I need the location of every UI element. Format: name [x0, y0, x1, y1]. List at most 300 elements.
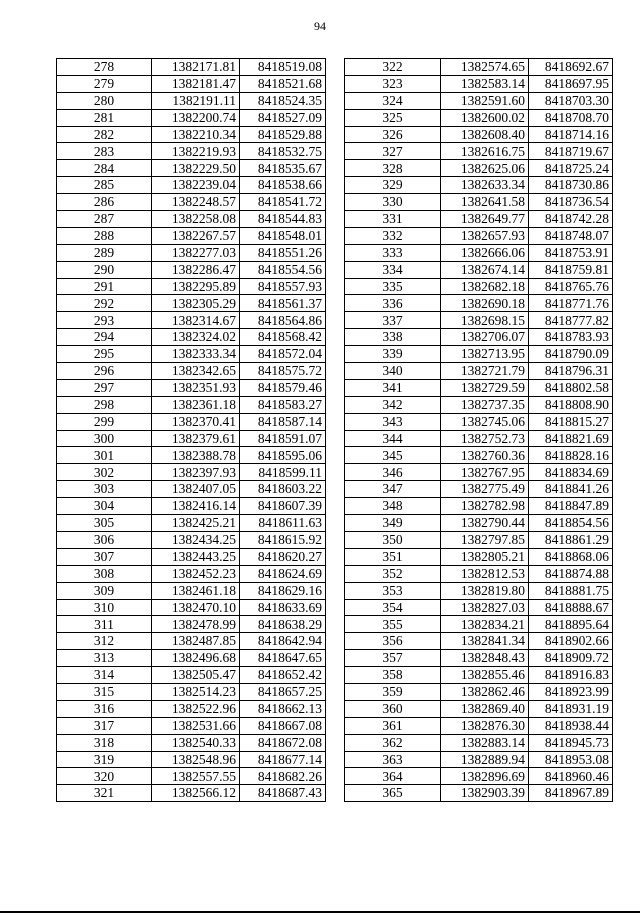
y-coordinate-cell: 8418854.56	[529, 515, 613, 532]
table-row	[57, 447, 326, 464]
y-coordinate-cell: 8418591.07	[240, 430, 326, 447]
bottom-border-line	[0, 911, 640, 913]
x-coordinate-cell: 1382827.03	[441, 599, 529, 616]
table-row	[57, 363, 326, 380]
table-row	[345, 633, 613, 650]
x-coordinate-cell: 1382841.34	[441, 633, 529, 650]
table-row	[57, 312, 326, 329]
point-number-cell: 285	[57, 177, 152, 194]
point-number-cell: 296	[57, 363, 152, 380]
y-coordinate-cell: 8418748.07	[529, 227, 613, 244]
y-coordinate-cell: 8418783.93	[529, 329, 613, 346]
point-number-cell: 302	[57, 464, 152, 481]
table-row	[57, 599, 326, 616]
table-row	[345, 717, 613, 734]
point-number-cell: 328	[345, 160, 441, 177]
y-coordinate-cell: 8418765.76	[529, 278, 613, 295]
table-row	[345, 396, 613, 413]
point-number-cell: 344	[345, 430, 441, 447]
point-number-cell: 341	[345, 379, 441, 396]
x-coordinate-cell: 1382834.21	[441, 616, 529, 633]
y-coordinate-cell: 8418538.66	[240, 177, 326, 194]
y-coordinate-cell: 8418554.56	[240, 261, 326, 278]
table-row	[57, 379, 326, 396]
point-number-cell: 346	[345, 464, 441, 481]
point-number-cell: 303	[57, 481, 152, 498]
point-number-cell: 354	[345, 599, 441, 616]
table-row	[57, 75, 326, 92]
y-coordinate-cell: 8418529.88	[240, 126, 326, 143]
x-coordinate-cell: 1382666.06	[441, 244, 529, 261]
point-number-cell: 334	[345, 261, 441, 278]
table-row	[345, 177, 613, 194]
x-coordinate-cell: 1382361.18	[152, 396, 240, 413]
point-number-cell: 353	[345, 582, 441, 599]
x-coordinate-cell: 1382181.47	[152, 75, 240, 92]
table-row	[345, 498, 613, 515]
y-coordinate-cell: 8418624.69	[240, 565, 326, 582]
table-row	[345, 515, 613, 532]
table-row	[57, 717, 326, 734]
point-number-cell: 312	[57, 633, 152, 650]
x-coordinate-cell: 1382625.06	[441, 160, 529, 177]
point-number-cell: 292	[57, 295, 152, 312]
x-coordinate-cell: 1382889.94	[441, 751, 529, 768]
y-coordinate-cell: 8418620.27	[240, 548, 326, 565]
table-row	[345, 109, 613, 126]
point-number-cell: 343	[345, 413, 441, 430]
point-number-cell: 304	[57, 498, 152, 515]
table-row	[57, 177, 326, 194]
y-coordinate-cell: 8418945.73	[529, 734, 613, 751]
x-coordinate-cell: 1382397.93	[152, 464, 240, 481]
point-number-cell: 286	[57, 194, 152, 211]
x-coordinate-cell: 1382883.14	[441, 734, 529, 751]
table-row	[57, 531, 326, 548]
point-number-cell: 293	[57, 312, 152, 329]
point-number-cell: 350	[345, 531, 441, 548]
point-number-cell: 288	[57, 227, 152, 244]
x-coordinate-cell: 1382416.14	[152, 498, 240, 515]
point-number-cell: 316	[57, 700, 152, 717]
x-coordinate-cell: 1382487.85	[152, 633, 240, 650]
y-coordinate-cell: 8418595.06	[240, 447, 326, 464]
x-coordinate-cell: 1382522.96	[152, 700, 240, 717]
table-row	[345, 616, 613, 633]
point-number-cell: 365	[345, 785, 441, 802]
table-row	[345, 430, 613, 447]
point-number-cell: 339	[345, 346, 441, 363]
table-row	[57, 160, 326, 177]
y-coordinate-cell: 8418874.88	[529, 565, 613, 582]
table-row	[57, 126, 326, 143]
table-row	[57, 785, 326, 802]
point-number-cell: 311	[57, 616, 152, 633]
x-coordinate-cell: 1382848.43	[441, 650, 529, 667]
x-coordinate-cell: 1382505.47	[152, 667, 240, 684]
x-coordinate-cell: 1382682.18	[441, 278, 529, 295]
x-coordinate-cell: 1382641.58	[441, 194, 529, 211]
table-row	[345, 650, 613, 667]
x-coordinate-cell: 1382721.79	[441, 363, 529, 380]
point-number-cell: 340	[345, 363, 441, 380]
y-coordinate-cell: 8418607.39	[240, 498, 326, 515]
x-coordinate-cell: 1382698.15	[441, 312, 529, 329]
y-coordinate-cell: 8418527.09	[240, 109, 326, 126]
point-number-cell: 305	[57, 515, 152, 532]
page-number: 94	[314, 19, 326, 33]
table-row	[345, 92, 613, 109]
x-coordinate-cell: 1382425.21	[152, 515, 240, 532]
y-coordinate-cell: 8418847.89	[529, 498, 613, 515]
point-number-cell: 325	[345, 109, 441, 126]
table-row	[345, 464, 613, 481]
y-coordinate-cell: 8418938.44	[529, 717, 613, 734]
table-row	[57, 413, 326, 430]
x-coordinate-cell: 1382760.36	[441, 447, 529, 464]
point-number-cell: 326	[345, 126, 441, 143]
x-coordinate-cell: 1382633.34	[441, 177, 529, 194]
x-coordinate-cell: 1382548.96	[152, 751, 240, 768]
table-row	[345, 227, 613, 244]
point-number-cell: 327	[345, 143, 441, 160]
table-row	[345, 599, 613, 616]
y-coordinate-cell: 8418687.43	[240, 785, 326, 802]
point-number-cell: 348	[345, 498, 441, 515]
point-number-cell: 290	[57, 261, 152, 278]
table-row	[57, 92, 326, 109]
x-coordinate-cell: 1382797.85	[441, 531, 529, 548]
x-coordinate-cell: 1382407.05	[152, 481, 240, 498]
x-coordinate-cell: 1382258.08	[152, 211, 240, 228]
x-coordinate-cell: 1382713.95	[441, 346, 529, 363]
point-number-cell: 306	[57, 531, 152, 548]
point-number-cell: 329	[345, 177, 441, 194]
x-coordinate-cell: 1382314.67	[152, 312, 240, 329]
x-coordinate-cell: 1382286.47	[152, 261, 240, 278]
y-coordinate-cell: 8418548.01	[240, 227, 326, 244]
y-coordinate-cell: 8418692.67	[529, 59, 613, 76]
y-coordinate-cell: 8418599.11	[240, 464, 326, 481]
x-coordinate-cell: 1382219.93	[152, 143, 240, 160]
x-coordinate-cell: 1382277.03	[152, 244, 240, 261]
y-coordinate-cell: 8418771.76	[529, 295, 613, 312]
point-number-cell: 347	[345, 481, 441, 498]
y-coordinate-cell: 8418615.92	[240, 531, 326, 548]
y-coordinate-cell: 8418953.08	[529, 751, 613, 768]
x-coordinate-cell: 1382557.55	[152, 768, 240, 785]
table-row	[57, 700, 326, 717]
table-row	[57, 633, 326, 650]
y-coordinate-cell: 8418828.16	[529, 447, 613, 464]
y-coordinate-cell: 8418603.22	[240, 481, 326, 498]
y-coordinate-cell: 8418587.14	[240, 413, 326, 430]
x-coordinate-cell: 1382775.49	[441, 481, 529, 498]
y-coordinate-cell: 8418923.99	[529, 683, 613, 700]
point-number-cell: 294	[57, 329, 152, 346]
x-coordinate-cell: 1382324.02	[152, 329, 240, 346]
table-row	[57, 768, 326, 785]
y-coordinate-cell: 8418881.75	[529, 582, 613, 599]
y-coordinate-cell: 8418821.69	[529, 430, 613, 447]
x-coordinate-cell: 1382388.78	[152, 447, 240, 464]
table-row	[345, 278, 613, 295]
point-number-cell: 308	[57, 565, 152, 582]
x-coordinate-cell: 1382514.23	[152, 683, 240, 700]
table-row	[345, 582, 613, 599]
y-coordinate-cell: 8418642.94	[240, 633, 326, 650]
y-coordinate-cell: 8418909.72	[529, 650, 613, 667]
y-coordinate-cell: 8418524.35	[240, 92, 326, 109]
point-number-cell: 282	[57, 126, 152, 143]
point-number-cell: 338	[345, 329, 441, 346]
x-coordinate-cell: 1382855.46	[441, 667, 529, 684]
point-number-cell: 298	[57, 396, 152, 413]
y-coordinate-cell: 8418834.69	[529, 464, 613, 481]
point-number-cell: 333	[345, 244, 441, 261]
table-row	[345, 312, 613, 329]
x-coordinate-cell: 1382239.04	[152, 177, 240, 194]
point-number-cell: 297	[57, 379, 152, 396]
y-coordinate-cell: 8418697.95	[529, 75, 613, 92]
table-row	[345, 261, 613, 278]
y-coordinate-cell: 8418916.83	[529, 667, 613, 684]
table-row	[345, 413, 613, 430]
x-coordinate-cell: 1382896.69	[441, 768, 529, 785]
y-coordinate-cell: 8418662.13	[240, 700, 326, 717]
y-coordinate-cell: 8418967.89	[529, 785, 613, 802]
x-coordinate-cell: 1382690.18	[441, 295, 529, 312]
table-row	[57, 227, 326, 244]
x-coordinate-cell: 1382657.93	[441, 227, 529, 244]
table-row	[57, 616, 326, 633]
y-coordinate-cell: 8418667.08	[240, 717, 326, 734]
y-coordinate-cell: 8418790.09	[529, 346, 613, 363]
point-number-cell: 307	[57, 548, 152, 565]
y-coordinate-cell: 8418736.54	[529, 194, 613, 211]
y-coordinate-cell: 8418895.64	[529, 616, 613, 633]
point-number-cell: 320	[57, 768, 152, 785]
y-coordinate-cell: 8418647.65	[240, 650, 326, 667]
x-coordinate-cell: 1382608.40	[441, 126, 529, 143]
point-number-cell: 356	[345, 633, 441, 650]
table-row	[345, 194, 613, 211]
x-coordinate-cell: 1382591.60	[441, 92, 529, 109]
point-number-cell: 362	[345, 734, 441, 751]
point-number-cell: 318	[57, 734, 152, 751]
coordinates-table-right	[344, 58, 613, 802]
x-coordinate-cell: 1382737.35	[441, 396, 529, 413]
x-coordinate-cell: 1382767.95	[441, 464, 529, 481]
y-coordinate-cell: 8418708.70	[529, 109, 613, 126]
x-coordinate-cell: 1382903.39	[441, 785, 529, 802]
point-number-cell: 314	[57, 667, 152, 684]
x-coordinate-cell: 1382574.65	[441, 59, 529, 76]
point-number-cell: 337	[345, 312, 441, 329]
y-coordinate-cell: 8418638.29	[240, 616, 326, 633]
y-coordinate-cell: 8418796.31	[529, 363, 613, 380]
table-row	[57, 329, 326, 346]
y-coordinate-cell: 8418564.86	[240, 312, 326, 329]
table-row	[57, 430, 326, 447]
x-coordinate-cell: 1382805.21	[441, 548, 529, 565]
x-coordinate-cell: 1382370.41	[152, 413, 240, 430]
table-row	[345, 75, 613, 92]
table-row	[345, 143, 613, 160]
y-coordinate-cell: 8418544.83	[240, 211, 326, 228]
point-number-cell: 310	[57, 599, 152, 616]
coordinates-table-left-body	[57, 59, 326, 802]
y-coordinate-cell: 8418583.27	[240, 396, 326, 413]
point-number-cell: 283	[57, 143, 152, 160]
point-number-cell: 335	[345, 278, 441, 295]
x-coordinate-cell: 1382876.30	[441, 717, 529, 734]
table-row	[57, 498, 326, 515]
y-coordinate-cell: 8418611.63	[240, 515, 326, 532]
table-row	[345, 379, 613, 396]
y-coordinate-cell: 8418725.24	[529, 160, 613, 177]
x-coordinate-cell: 1382229.50	[152, 160, 240, 177]
point-number-cell: 319	[57, 751, 152, 768]
x-coordinate-cell: 1382862.46	[441, 683, 529, 700]
y-coordinate-cell: 8418730.86	[529, 177, 613, 194]
table-row	[345, 785, 613, 802]
point-number-cell: 287	[57, 211, 152, 228]
x-coordinate-cell: 1382191.11	[152, 92, 240, 109]
table-row	[57, 143, 326, 160]
point-number-cell: 317	[57, 717, 152, 734]
table-row	[57, 683, 326, 700]
table-row	[345, 751, 613, 768]
x-coordinate-cell: 1382819.80	[441, 582, 529, 599]
y-coordinate-cell: 8418541.72	[240, 194, 326, 211]
point-number-cell: 309	[57, 582, 152, 599]
x-coordinate-cell: 1382351.93	[152, 379, 240, 396]
coordinates-table-right-body	[345, 59, 613, 802]
table-row	[345, 346, 613, 363]
x-coordinate-cell: 1382583.14	[441, 75, 529, 92]
x-coordinate-cell: 1382443.25	[152, 548, 240, 565]
x-coordinate-cell: 1382305.29	[152, 295, 240, 312]
y-coordinate-cell: 8418759.81	[529, 261, 613, 278]
y-coordinate-cell: 8418551.26	[240, 244, 326, 261]
table-row	[345, 667, 613, 684]
point-number-cell: 323	[345, 75, 441, 92]
point-number-cell: 291	[57, 278, 152, 295]
table-row	[345, 295, 613, 312]
coordinates-table-left	[56, 58, 326, 802]
point-number-cell: 295	[57, 346, 152, 363]
table-row	[57, 515, 326, 532]
point-number-cell: 324	[345, 92, 441, 109]
table-row	[345, 768, 613, 785]
point-number-cell: 321	[57, 785, 152, 802]
point-number-cell: 331	[345, 211, 441, 228]
point-number-cell: 336	[345, 295, 441, 312]
x-coordinate-cell: 1382342.65	[152, 363, 240, 380]
point-number-cell: 364	[345, 768, 441, 785]
y-coordinate-cell: 8418960.46	[529, 768, 613, 785]
y-coordinate-cell: 8418519.08	[240, 59, 326, 76]
y-coordinate-cell: 8418561.37	[240, 295, 326, 312]
y-coordinate-cell: 8418902.66	[529, 633, 613, 650]
table-row	[57, 295, 326, 312]
y-coordinate-cell: 8418657.25	[240, 683, 326, 700]
y-coordinate-cell: 8418575.72	[240, 363, 326, 380]
table-row	[57, 565, 326, 582]
table-row	[57, 261, 326, 278]
point-number-cell: 313	[57, 650, 152, 667]
y-coordinate-cell: 8418629.16	[240, 582, 326, 599]
point-number-cell: 279	[57, 75, 152, 92]
point-number-cell: 357	[345, 650, 441, 667]
x-coordinate-cell: 1382434.25	[152, 531, 240, 548]
x-coordinate-cell: 1382478.99	[152, 616, 240, 633]
x-coordinate-cell: 1382706.07	[441, 329, 529, 346]
table-row	[345, 683, 613, 700]
x-coordinate-cell: 1382745.06	[441, 413, 529, 430]
y-coordinate-cell: 8418714.16	[529, 126, 613, 143]
x-coordinate-cell: 1382752.73	[441, 430, 529, 447]
x-coordinate-cell: 1382333.34	[152, 346, 240, 363]
y-coordinate-cell: 8418808.90	[529, 396, 613, 413]
point-number-cell: 301	[57, 447, 152, 464]
point-number-cell: 360	[345, 700, 441, 717]
point-number-cell: 284	[57, 160, 152, 177]
y-coordinate-cell: 8418682.26	[240, 768, 326, 785]
x-coordinate-cell: 1382452.23	[152, 565, 240, 582]
x-coordinate-cell: 1382267.57	[152, 227, 240, 244]
point-number-cell: 278	[57, 59, 152, 76]
y-coordinate-cell: 8418719.67	[529, 143, 613, 160]
x-coordinate-cell: 1382531.66	[152, 717, 240, 734]
y-coordinate-cell: 8418802.58	[529, 379, 613, 396]
point-number-cell: 352	[345, 565, 441, 582]
x-coordinate-cell: 1382210.34	[152, 126, 240, 143]
point-number-cell: 280	[57, 92, 152, 109]
y-coordinate-cell: 8418931.19	[529, 700, 613, 717]
x-coordinate-cell: 1382729.59	[441, 379, 529, 396]
y-coordinate-cell: 8418868.06	[529, 548, 613, 565]
y-coordinate-cell: 8418815.27	[529, 413, 613, 430]
table-row	[57, 734, 326, 751]
point-number-cell: 358	[345, 667, 441, 684]
point-number-cell: 315	[57, 683, 152, 700]
table-row	[57, 667, 326, 684]
y-coordinate-cell: 8418557.93	[240, 278, 326, 295]
y-coordinate-cell: 8418579.46	[240, 379, 326, 396]
point-number-cell: 300	[57, 430, 152, 447]
y-coordinate-cell: 8418742.28	[529, 211, 613, 228]
point-number-cell: 342	[345, 396, 441, 413]
table-row	[345, 481, 613, 498]
table-row	[57, 346, 326, 363]
point-number-cell: 281	[57, 109, 152, 126]
point-number-cell: 363	[345, 751, 441, 768]
table-row	[345, 363, 613, 380]
y-coordinate-cell: 8418521.68	[240, 75, 326, 92]
x-coordinate-cell: 1382869.40	[441, 700, 529, 717]
x-coordinate-cell: 1382496.68	[152, 650, 240, 667]
table-row	[345, 126, 613, 143]
x-coordinate-cell: 1382171.81	[152, 59, 240, 76]
point-number-cell: 289	[57, 244, 152, 261]
y-coordinate-cell: 8418633.69	[240, 599, 326, 616]
table-row	[57, 211, 326, 228]
y-coordinate-cell: 8418861.29	[529, 531, 613, 548]
x-coordinate-cell: 1382790.44	[441, 515, 529, 532]
x-coordinate-cell: 1382782.98	[441, 498, 529, 515]
